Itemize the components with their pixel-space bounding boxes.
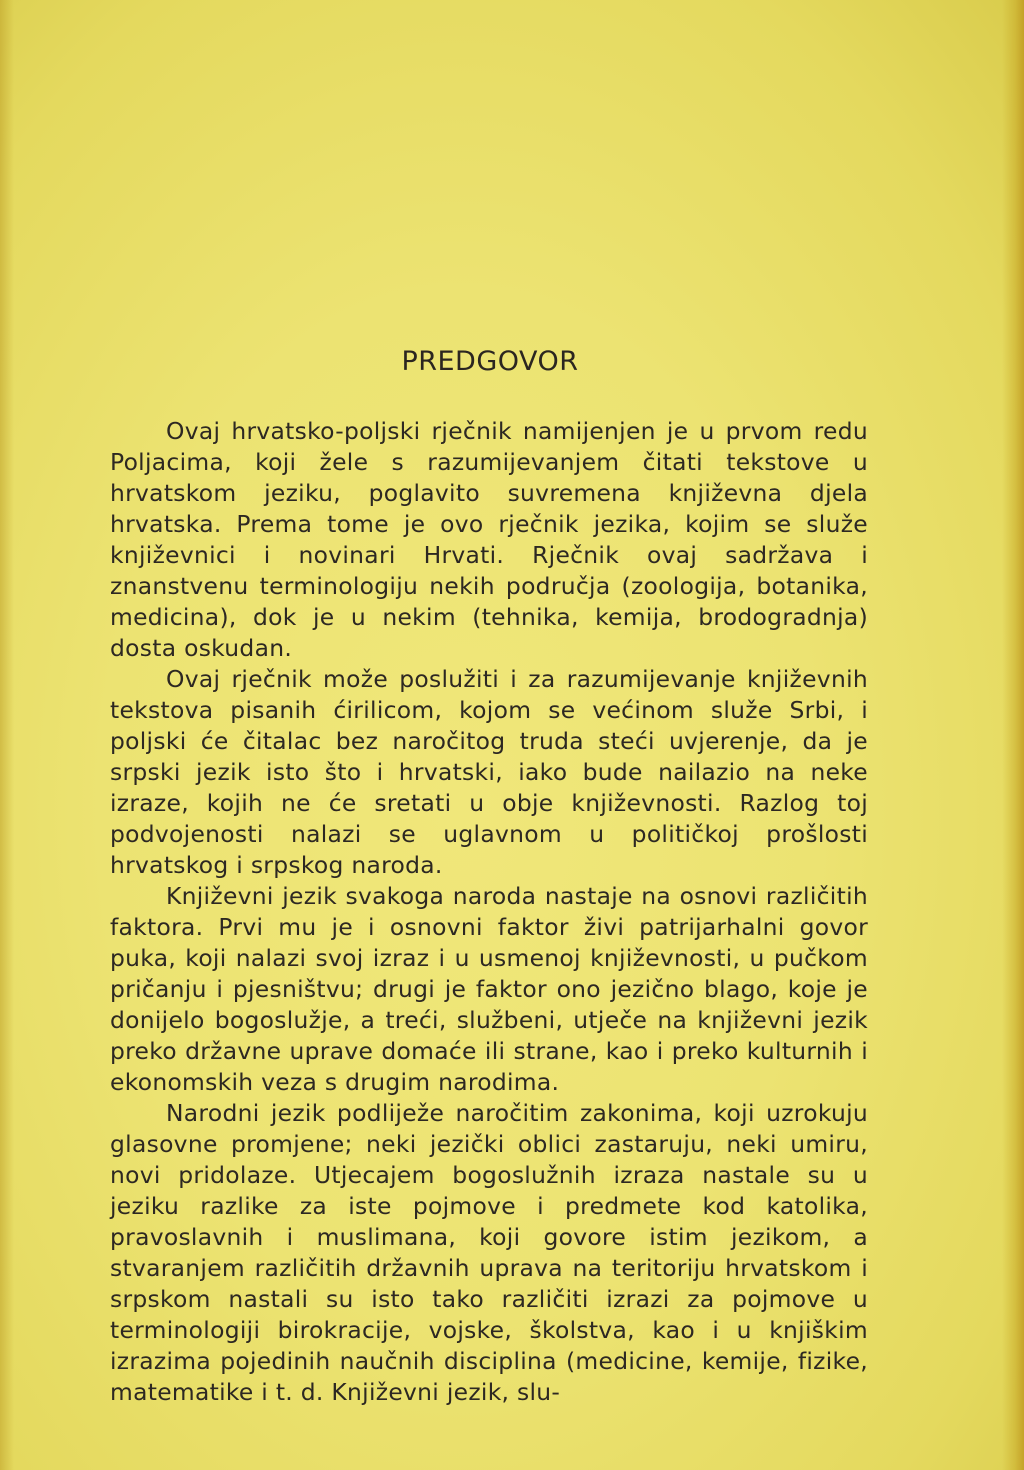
paragraph-2: Ovaj rječnik može poslužiti i za razumijevanje književnih tekstova pisanih ćirilicom, kojom se većinom služe Srbi, i poljski će čitalac bez naročitog truda steći uvjerenje, da je srpski jezik isto što i hrvatski, iako bude nailazio na neke izraze, kojih ne će sretati u obje književnosti. Razlog toj podvojenosti nalazi se uglavnom u političkoj prošlosti hrvatskog i srpskog naroda. (110, 665, 868, 879)
page-title: PREDGOVOR (401, 346, 579, 377)
page-right-edge-shadow (1002, 0, 1024, 1470)
paragraph-1: Ovaj hrvatsko-poljski rječnik namijenjen je u prvom redu Poljacima, koji žele s razumijevanjem čitati tekstove u hrvatskom jeziku, poglavito suvremena književna djela hrvatska. Prema tome je ovo rječnik jezika, kojim se služe književnici i novinari Hrvati. Rječnik ovaj sadržava i znanstvenu terminologiju nekih područja (zoologija, botanika, medicina), dok je u nekim (tehnika, kemija, brodogradnja) dosta oskudan. (110, 417, 868, 662)
paragraph-4: Narodni jezik podliježe naročitim zakonima, koji uzrokuju glasovne promjene; neki jezički oblici zastaruju, neki umiru, novi pridolaze. Utjecajem bogoslužnih izraza nastale su u jeziku razlike za iste pojmove i predmete kod katolika, pravoslavnih i muslimana, koji govore istim jezikom, a stvaranjem različitih državnih uprava na teritoriju hrvatskom i srpskom nastali su isto tako različiti izrazi za pojmove u terminologiji birokracije, vojske, školstva, kao i u knjiškim izrazima pojedinih naučnih disciplina (medicine, kemije, fizike, matematike i t. d. Književni jezik, slu- (110, 1099, 868, 1406)
page-left-edge-shadow (0, 0, 14, 1470)
body-text (110, 416, 868, 1408)
paragraph-3: Književni jezik svakoga naroda nastaje na osnovi različitih faktora. Prvi mu je i osnovni faktor živi patrijarhalni govor puka, koji nalazi svoj izraz i u usmenoj književnosti, u pučkom pričanju i pjesništvu; drugi je faktor ono jezično blago, koje je donijelo bogoslužje, a treći, službeni, utječe na književni jezik preko državne uprave domaće ili strane, kao i preko kulturnih i ekonomskih veza s drugim narodima. (110, 882, 868, 1096)
